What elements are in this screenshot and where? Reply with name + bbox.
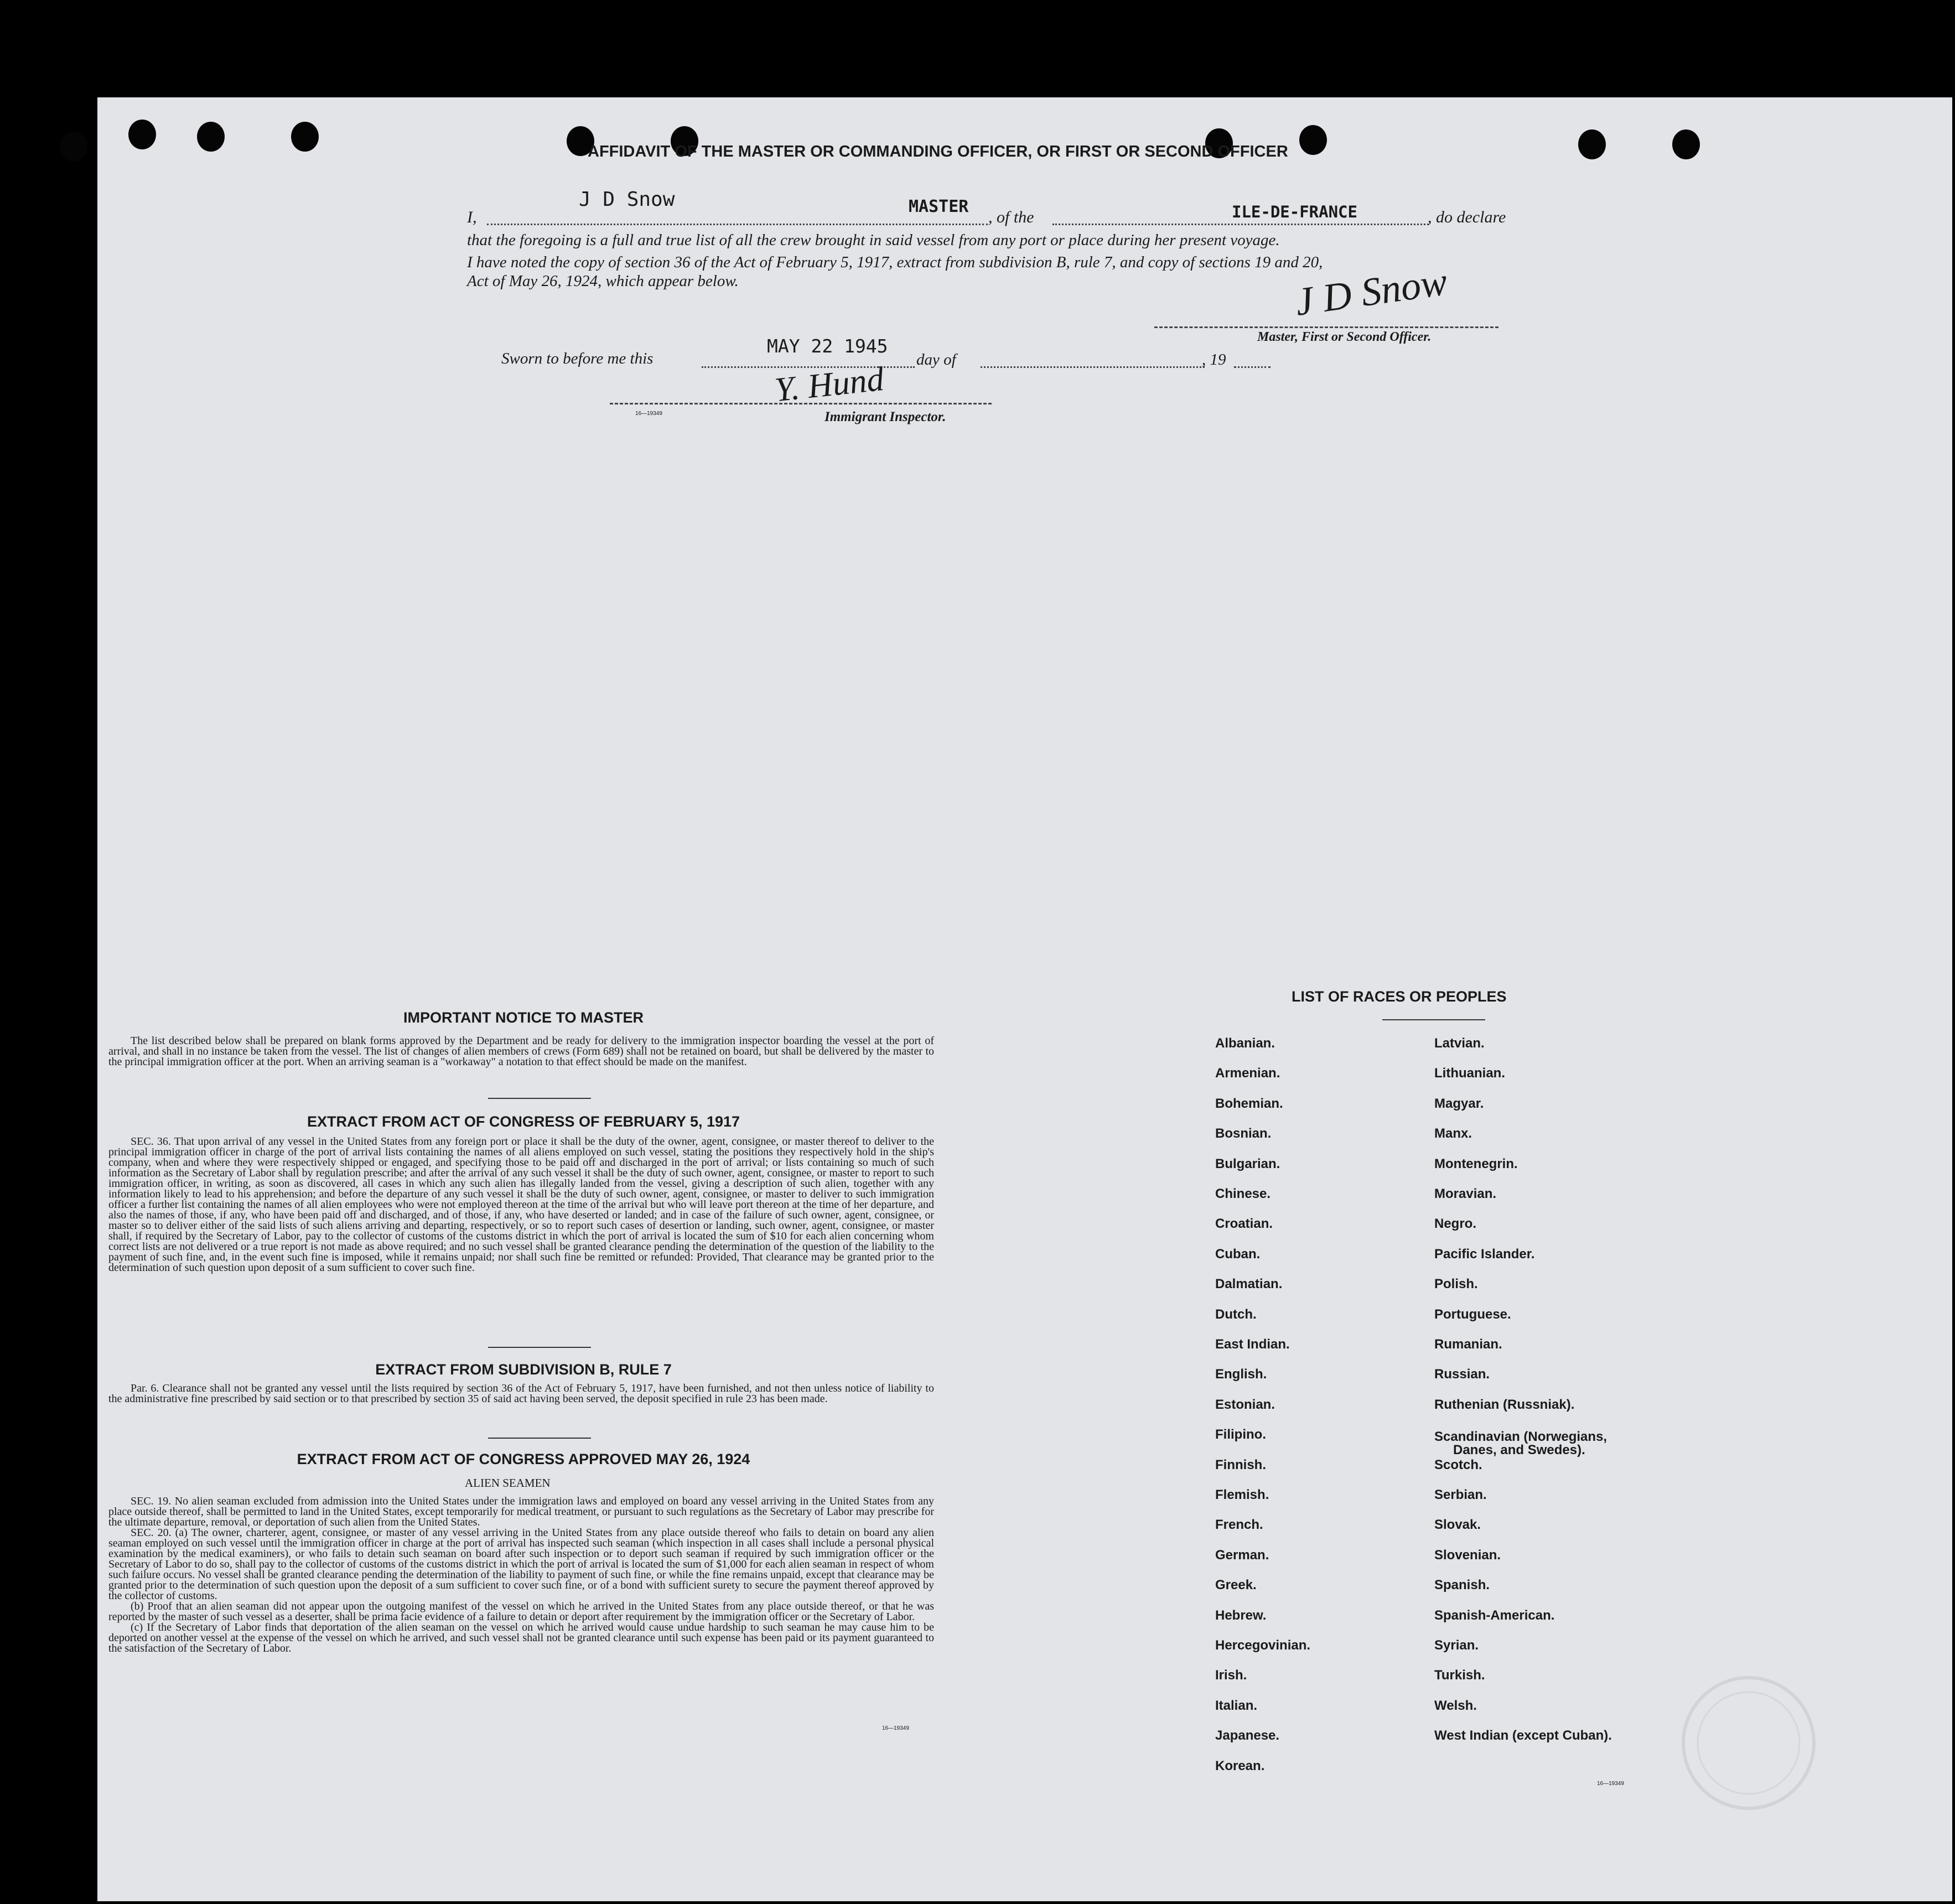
affidavit-title: AFFIDAVIT OF THE MASTER OR COMMANDING OFFICER, OR FIRST OR SECOND OFFICER [588, 143, 1288, 160]
race-item: Lithuanian. [1434, 1066, 1505, 1081]
race-item: East Indian. [1215, 1337, 1290, 1352]
race-item: Bosnian. [1215, 1126, 1272, 1142]
race-item: Dalmatian. [1215, 1277, 1283, 1292]
race-item: Flemish. [1215, 1487, 1269, 1502]
form-number-bottom: 16—19349 [882, 1725, 909, 1731]
race-item: Bulgarian. [1215, 1156, 1280, 1171]
form-number-races: 16—19349 [1597, 1781, 1624, 1787]
race-item: Negro. [1434, 1216, 1477, 1232]
race-item: Russian. [1434, 1367, 1490, 1382]
vessel-name: ILE-DE-FRANCE [1232, 203, 1357, 221]
subdivision-b-title: EXTRACT FROM SUBDIVISION B, RULE 7 [375, 1361, 672, 1378]
race-item: Filipino. [1215, 1427, 1266, 1443]
race-item: Albanian. [1215, 1036, 1275, 1051]
extract-1924-text: SEC. 19. No alien seaman excluded from admission into the United States under the immigration laws and employed on board any vessel arriving in the United States from any place outside thereof, shall be permitted to land in the United States, except temporarily for medical treatment, or pursuant to such regulations as the Secretary of Labor may prescribe for the ultimate departure, removal, or deportation of such alien from the United States. SEC. 20. (a) The owner, charterer, agent, consignee, or master of any vessel arriving in the United States from any place outside thereof who fails to detain on board any alien seaman employed on such vessel until the immigration officer in charge at the port of arrival has inspected such seaman (which inspection in all cases shall include a personal physical examination by the medical examiners), or who fails to detain such seaman on board after such inspection or to deport such seaman if required by such immigration officer or the Secretary of Labor to do so, shall pay to the collector of customs of the customs district in which the port of arrival is located the sum of $1,000 for each alien seaman in respect of whom such failure occurs. No vessel shall be granted clearance pending the determination of the liability to payment of such fine, or while the fine remains unpaid, except that clearance may be granted prior to the determination of such question upon the deposit of a sum sufficient to cover such fine, or of a bond with sufficient surety to secure the payment thereof approved by the collector of customs. (b) Proof that an alien seaman did not appear upon the outgoing manifest of the vessel on which he arrived in the United States from any place outside thereof, or that he was reported by the master of such vessel as a deserter, shall be prima facie evidence of a failure to detain or deport after requirement by the immigration officer or the Secretary of Labor. (c) If the Secretary of Labor finds that deportation of the alien seaman on the vessel on which he arrived would cause undue hardship to such seaman he may cause him to be deported on another vessel at the expense of the vessel on which he arrived, and such vessel shall not be granted clearance until such expense has been paid or its payment guaranteed to the satisfaction of the Secretary of Labor. [108, 1495, 934, 1654]
extract-1917-text: SEC. 36. That upon arrival of any vessel in the United States from any foreign port or place it shall be the duty of the owner, agent, consignee, or master thereof to deliver to the principal immigration officer in charge of the port of arrival lists containing the names of all aliens employed on such vessel, stating the positions they respectively hold in the ship's company, when and where they were respectively shipped or engaged, and specifying those to be paid off and discharged in the port of arrival; or lists containing so much of such information as the Secretary of Labor shall by regulation prescribe; and after the arrival of any such vessel it shall be the duty of such owner, agent, consignee, or master to report to such immigration officer, in writing, as soon as discovered, all cases in which any such alien has illegally landed from the vessel, giving a description of such alien, together with any information likely to lead to his apprehension; and before the departure of any such vessel it shall be the duty of such owner, agent, consignee, or master to deliver to such immigration officer a further list containing the names of all alien employees who were not employed thereon at the time of the arrival but who will leave port thereon at the time of her departure, and also the names of those, if any, who have been paid off and discharged, and of those, if any, who have deserted or landed; and in case of the failure of such owner, agent, consignee, or master so to deliver either of the said lists of such aliens arriving and departing, respectively, or so to report such cases of desertion or landing, such owner, agent, consignee, or master shall, if required by the Secretary of Labor, pay to the collector of customs of the customs district in which the port of arrival is located the sum of $10 for each alien concerning whom correct lists are not delivered or a true report is not made as above required; and no such vessel shall be granted clearance pending the determination of the question of the liability to the payment of such fine, and, in the event such fine is imposed, while it remains unpaid; nor shall such fine be remitted or refunded: Provided, That clearance may be granted prior to the determination of such question upon deposit of a sum sufficient to cover such fine. [108, 1135, 934, 1274]
race-item: Italian. [1215, 1698, 1258, 1713]
race-item: Syrian. [1434, 1638, 1479, 1653]
races-title: LIST OF RACES OR PEOPLES [1292, 988, 1507, 1005]
affidavit-line-3: I have noted the copy of section 36 of the Act of February 5, 1917, extract from subdivision B, rule 7, and copy of sections 19 and 20, [467, 253, 1323, 271]
race-item: Slovenian. [1434, 1547, 1501, 1563]
i-label: I, [467, 208, 477, 226]
race-item: West Indian (except Cuban). [1434, 1728, 1612, 1744]
race-item: Armenian. [1215, 1066, 1280, 1081]
affidavit-line-2: that the foregoing is a full and true list of all the crew brought in said vessel from any port or place during her present voyage. [467, 231, 1280, 249]
punch-hole [291, 122, 319, 152]
form-number: 16—19349 [635, 411, 662, 417]
race-item: Hercegovinian. [1215, 1638, 1311, 1653]
race-item: Slovak. [1434, 1517, 1481, 1533]
affidavit-line-4: Act of May 26, 1924, which appear below. [467, 272, 739, 290]
race-item: Estonian. [1215, 1397, 1275, 1412]
notice-title: IMPORTANT NOTICE TO MASTER [403, 1009, 644, 1026]
race-item: Korean. [1215, 1758, 1265, 1773]
punch-hole [1299, 125, 1327, 155]
race-item: Chinese. [1215, 1186, 1271, 1201]
year-label: , 19 [1202, 351, 1226, 369]
embossed-seal [1677, 1671, 1821, 1815]
race-item: Irish. [1215, 1668, 1247, 1683]
sworn-date-stamp: MAY 22 1945 [767, 335, 888, 357]
extract-1917-title: EXTRACT FROM ACT OF CONGRESS OF FEBRUARY 5, 1917 [307, 1113, 740, 1130]
inspector-signature: Y. Hund [772, 360, 886, 409]
punch-hole [60, 132, 87, 162]
punch-hole [1578, 129, 1606, 159]
race-item: Magyar. [1434, 1096, 1484, 1111]
race-item: Finnish. [1215, 1457, 1266, 1472]
race-item: Ruthenian (Russniak). [1434, 1397, 1575, 1412]
race-item: Serbian. [1434, 1487, 1487, 1502]
race-item: Spanish-American. [1434, 1607, 1555, 1623]
race-item: Croatian. [1215, 1216, 1273, 1232]
of-the-label: , of the [988, 208, 1034, 226]
race-item: Polish. [1434, 1277, 1478, 1292]
race-item: Danes, and Swedes). [1453, 1443, 1585, 1458]
race-item: Spanish. [1434, 1578, 1490, 1593]
race-item: Hebrew. [1215, 1607, 1267, 1623]
race-item: Rumanian. [1434, 1337, 1502, 1352]
race-item: Manx. [1434, 1126, 1472, 1142]
race-item: Latvian. [1434, 1036, 1485, 1051]
race-item: Bohemian. [1215, 1096, 1283, 1111]
extract-1924-title: EXTRACT FROM ACT OF CONGRESS APPROVED MAY 26, 1924 [297, 1451, 750, 1467]
race-item: Scandinavian (Norwegians, [1434, 1429, 1607, 1445]
notice-text: The list described below shall be prepared on blank forms approved by the Department and be ready for delivery to the immigration inspector boarding the vessel at the port of arrival, and shall in no instance be taken from the vessel. The list of changes of alien members of crews (Form 689) shall not be retained on board, but shall be delivered by the master to the principal immigration officer at the port. When an arriving seaman is a "workaway" a notation to that effect should be made on the manifest. [108, 1035, 934, 1068]
race-item: Scotch. [1434, 1457, 1482, 1472]
race-item: English. [1215, 1367, 1267, 1382]
race-item: Moravian. [1434, 1186, 1497, 1201]
race-item: Dutch. [1215, 1306, 1257, 1322]
race-item: French. [1215, 1517, 1263, 1533]
race-item: Pacific Islander. [1434, 1246, 1535, 1262]
subdivision-b-text: Par. 6. Clearance shall not be granted any vessel until the lists required by section 36 of the Act of February 5, 1917, have been furnished, and not then unless notice of liability to the administrative fine prescribed by said section or to that prescribed by section 35 of said act having been served, the deposit specified in rule 23 has been made. [108, 1382, 934, 1405]
sworn-label: Sworn to before me this [501, 350, 654, 367]
master-name: J D Snow [579, 188, 675, 211]
day-of-label: day of [916, 351, 956, 369]
race-item: Portuguese. [1434, 1306, 1511, 1322]
punch-hole [128, 120, 156, 149]
master-signature: J D Snow [1292, 259, 1450, 324]
inspector-caption: Immigrant Inspector. [824, 409, 946, 424]
alien-seamen-subtitle: ALIEN SEAMEN [465, 1476, 551, 1490]
race-item: Cuban. [1215, 1246, 1261, 1262]
race-item: Montenegrin. [1434, 1156, 1518, 1171]
race-item: Turkish. [1434, 1668, 1485, 1683]
punch-hole [197, 122, 225, 152]
master-signature-caption: Master, First or Second Officer. [1257, 330, 1432, 344]
race-item: Japanese. [1215, 1728, 1280, 1744]
race-item: Greek. [1215, 1578, 1257, 1593]
punch-hole [1672, 129, 1700, 159]
do-declare-label: , do declare [1428, 208, 1506, 226]
race-item: Welsh. [1434, 1698, 1477, 1713]
race-item: German. [1215, 1547, 1269, 1563]
master-stamp: MASTER [909, 197, 969, 216]
